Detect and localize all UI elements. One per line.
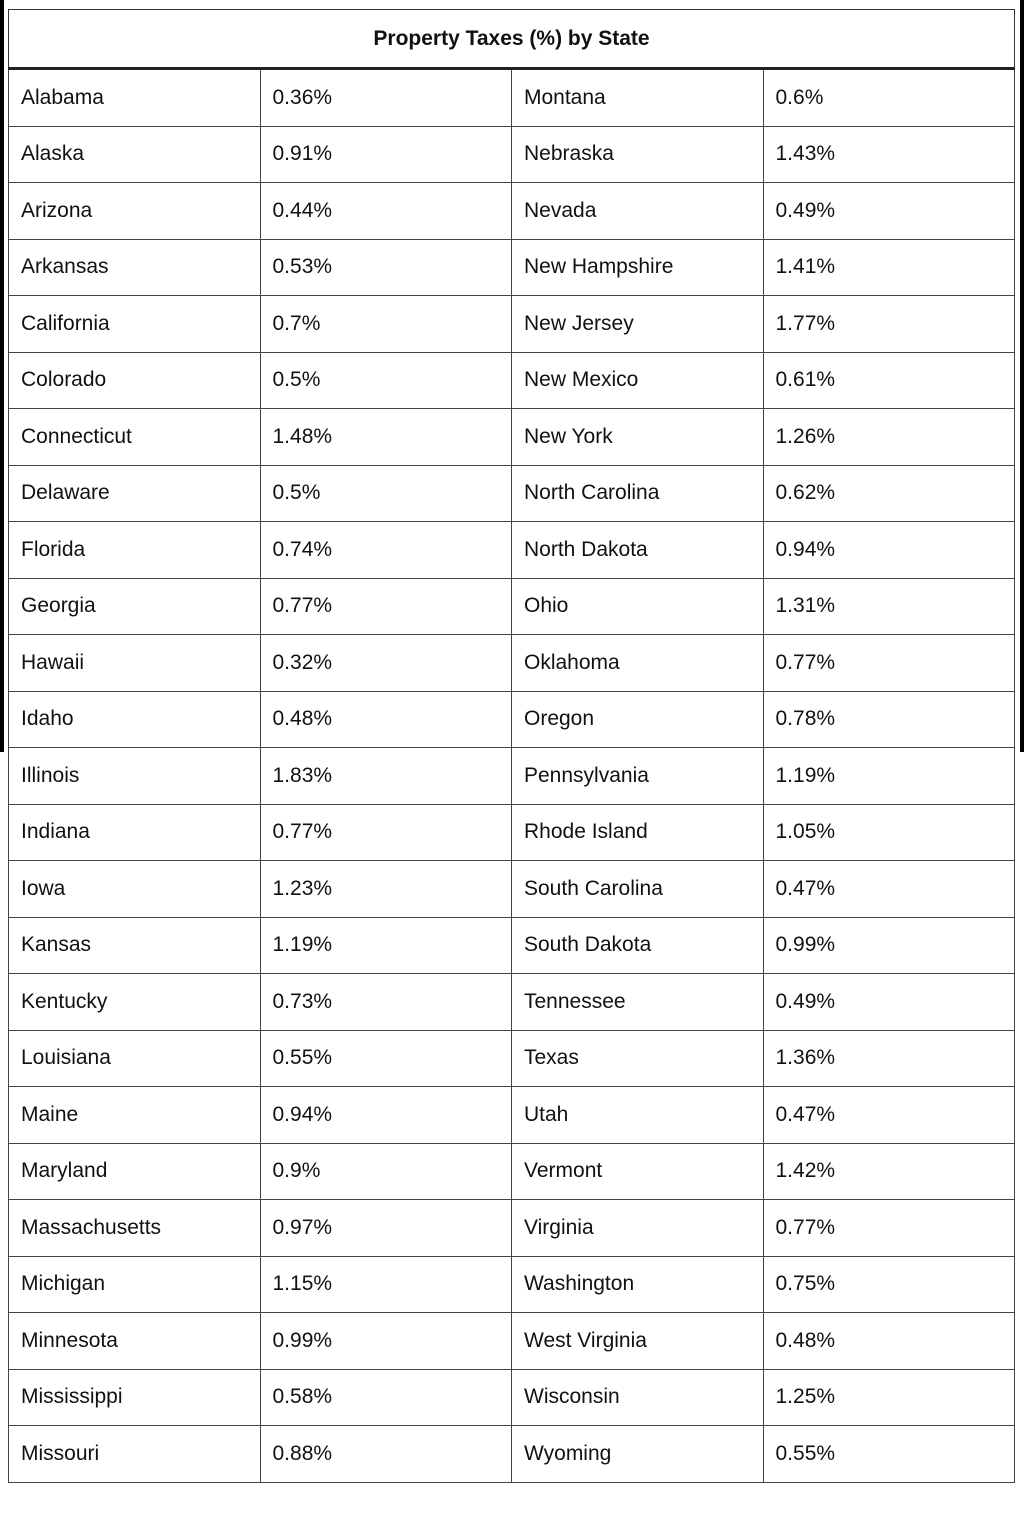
state-name-cell: Montana bbox=[512, 69, 764, 127]
state-name-cell: Washington bbox=[512, 1256, 764, 1313]
state-name-cell: North Carolina bbox=[512, 465, 764, 522]
table-row bbox=[9, 804, 1015, 861]
tax-rate-cell: 1.05% bbox=[763, 804, 1015, 861]
tax-rate-cell: 0.77% bbox=[260, 804, 512, 861]
state-name-cell: Nebraska bbox=[512, 126, 764, 183]
state-name-cell: New Mexico bbox=[512, 352, 764, 409]
tax-rate-cell: 0.77% bbox=[763, 1200, 1015, 1257]
tax-rate-cell: 1.15% bbox=[260, 1256, 512, 1313]
tax-rate-cell: 0.7% bbox=[260, 296, 512, 353]
table-row bbox=[9, 578, 1015, 635]
tax-rate-cell: 1.19% bbox=[260, 917, 512, 974]
table-row bbox=[9, 522, 1015, 579]
property-tax-table-container bbox=[8, 9, 1015, 1483]
tax-rate-cell: 0.77% bbox=[763, 635, 1015, 692]
state-name-cell: Iowa bbox=[9, 861, 261, 918]
tax-rate-cell: 0.48% bbox=[763, 1313, 1015, 1370]
state-name-cell: Alaska bbox=[9, 126, 261, 183]
state-name-cell: Alabama bbox=[9, 69, 261, 127]
tax-rate-cell: 0.94% bbox=[763, 522, 1015, 579]
tax-rate-cell: 0.49% bbox=[763, 974, 1015, 1031]
tax-rate-cell: 0.47% bbox=[763, 861, 1015, 918]
state-name-cell: Michigan bbox=[9, 1256, 261, 1313]
tax-rate-cell: 0.97% bbox=[260, 1200, 512, 1257]
right-edge-bar bbox=[1020, 0, 1024, 752]
table-row bbox=[9, 465, 1015, 522]
tax-rate-cell: 1.19% bbox=[763, 748, 1015, 805]
table-row bbox=[9, 974, 1015, 1031]
table-row bbox=[9, 409, 1015, 466]
tax-rate-cell: 0.91% bbox=[260, 126, 512, 183]
table-row bbox=[9, 1313, 1015, 1370]
tax-rate-cell: 1.48% bbox=[260, 409, 512, 466]
state-name-cell: Illinois bbox=[9, 748, 261, 805]
table-row bbox=[9, 1143, 1015, 1200]
table-title: Property Taxes (%) by State bbox=[9, 10, 1015, 69]
state-name-cell: Maine bbox=[9, 1087, 261, 1144]
tax-rate-cell: 0.47% bbox=[763, 1087, 1015, 1144]
table-row bbox=[9, 1426, 1015, 1483]
tax-rate-cell: 0.73% bbox=[260, 974, 512, 1031]
state-name-cell: Mississippi bbox=[9, 1369, 261, 1426]
state-name-cell: Vermont bbox=[512, 1143, 764, 1200]
state-name-cell: Texas bbox=[512, 1030, 764, 1087]
state-name-cell: Kentucky bbox=[9, 974, 261, 1031]
state-name-cell: Wyoming bbox=[512, 1426, 764, 1483]
table-row bbox=[9, 1200, 1015, 1257]
tax-rate-cell: 0.55% bbox=[763, 1426, 1015, 1483]
tax-rate-cell: 1.25% bbox=[763, 1369, 1015, 1426]
tax-rate-cell: 0.32% bbox=[260, 635, 512, 692]
table-row bbox=[9, 1256, 1015, 1313]
tax-rate-cell: 0.58% bbox=[260, 1369, 512, 1426]
table-row bbox=[9, 183, 1015, 240]
tax-rate-cell: 0.99% bbox=[260, 1313, 512, 1370]
state-name-cell: Utah bbox=[512, 1087, 764, 1144]
tax-rate-cell: 1.77% bbox=[763, 296, 1015, 353]
state-name-cell: South Dakota bbox=[512, 917, 764, 974]
state-name-cell: New York bbox=[512, 409, 764, 466]
state-name-cell: Rhode Island bbox=[512, 804, 764, 861]
tax-rate-cell: 0.9% bbox=[260, 1143, 512, 1200]
tax-rate-cell: 1.41% bbox=[763, 239, 1015, 296]
tax-rate-cell: 0.77% bbox=[260, 578, 512, 635]
table-row bbox=[9, 296, 1015, 353]
state-name-cell: Idaho bbox=[9, 691, 261, 748]
state-name-cell: West Virginia bbox=[512, 1313, 764, 1370]
tax-rate-cell: 1.26% bbox=[763, 409, 1015, 466]
state-name-cell: Oregon bbox=[512, 691, 764, 748]
tax-rate-cell: 0.99% bbox=[763, 917, 1015, 974]
table-row bbox=[9, 352, 1015, 409]
state-name-cell: Ohio bbox=[512, 578, 764, 635]
tax-rate-cell: 0.88% bbox=[260, 1426, 512, 1483]
state-name-cell: Tennessee bbox=[512, 974, 764, 1031]
tax-rate-cell: 0.49% bbox=[763, 183, 1015, 240]
state-name-cell: Arkansas bbox=[9, 239, 261, 296]
tax-rate-cell: 0.75% bbox=[763, 1256, 1015, 1313]
table-row bbox=[9, 239, 1015, 296]
left-edge-bar bbox=[0, 0, 4, 752]
table-row bbox=[9, 917, 1015, 974]
table-row bbox=[9, 1369, 1015, 1426]
table-row bbox=[9, 69, 1015, 127]
table-title-row bbox=[9, 10, 1015, 69]
state-name-cell: Massachusetts bbox=[9, 1200, 261, 1257]
state-name-cell: Hawaii bbox=[9, 635, 261, 692]
state-name-cell: Arizona bbox=[9, 183, 261, 240]
tax-rate-cell: 0.44% bbox=[260, 183, 512, 240]
tax-rate-cell: 1.23% bbox=[260, 861, 512, 918]
tax-rate-cell: 1.43% bbox=[763, 126, 1015, 183]
state-name-cell: Louisiana bbox=[9, 1030, 261, 1087]
state-name-cell: North Dakota bbox=[512, 522, 764, 579]
state-name-cell: New Hampshire bbox=[512, 239, 764, 296]
state-name-cell: Florida bbox=[9, 522, 261, 579]
tax-rate-cell: 0.5% bbox=[260, 352, 512, 409]
tax-rate-cell: 1.31% bbox=[763, 578, 1015, 635]
state-name-cell: Kansas bbox=[9, 917, 261, 974]
state-name-cell: Wisconsin bbox=[512, 1369, 764, 1426]
state-name-cell: New Jersey bbox=[512, 296, 764, 353]
tax-rate-cell: 0.53% bbox=[260, 239, 512, 296]
state-name-cell: Georgia bbox=[9, 578, 261, 635]
table-row bbox=[9, 1087, 1015, 1144]
property-tax-table bbox=[8, 9, 1015, 1483]
table-row bbox=[9, 748, 1015, 805]
state-name-cell: California bbox=[9, 296, 261, 353]
tax-rate-cell: 1.36% bbox=[763, 1030, 1015, 1087]
table-row bbox=[9, 635, 1015, 692]
state-name-cell: Missouri bbox=[9, 1426, 261, 1483]
tax-rate-cell: 1.42% bbox=[763, 1143, 1015, 1200]
table-row bbox=[9, 126, 1015, 183]
tax-rate-cell: 0.48% bbox=[260, 691, 512, 748]
tax-rate-cell: 0.36% bbox=[260, 69, 512, 127]
tax-rate-cell: 1.83% bbox=[260, 748, 512, 805]
state-name-cell: Minnesota bbox=[9, 1313, 261, 1370]
table-row bbox=[9, 861, 1015, 918]
tax-rate-cell: 0.62% bbox=[763, 465, 1015, 522]
state-name-cell: Pennsylvania bbox=[512, 748, 764, 805]
tax-rate-cell: 0.94% bbox=[260, 1087, 512, 1144]
state-name-cell: Connecticut bbox=[9, 409, 261, 466]
tax-rate-cell: 0.6% bbox=[763, 69, 1015, 127]
state-name-cell: Indiana bbox=[9, 804, 261, 861]
state-name-cell: Delaware bbox=[9, 465, 261, 522]
state-name-cell: Nevada bbox=[512, 183, 764, 240]
state-name-cell: South Carolina bbox=[512, 861, 764, 918]
state-name-cell: Virginia bbox=[512, 1200, 764, 1257]
tax-rate-cell: 0.74% bbox=[260, 522, 512, 579]
tax-rate-cell: 0.5% bbox=[260, 465, 512, 522]
tax-rate-cell: 0.61% bbox=[763, 352, 1015, 409]
tax-rate-cell: 0.78% bbox=[763, 691, 1015, 748]
state-name-cell: Maryland bbox=[9, 1143, 261, 1200]
tax-rate-cell: 0.55% bbox=[260, 1030, 512, 1087]
state-name-cell: Colorado bbox=[9, 352, 261, 409]
table-row bbox=[9, 691, 1015, 748]
state-name-cell: Oklahoma bbox=[512, 635, 764, 692]
table-body bbox=[9, 69, 1015, 1483]
table-row bbox=[9, 1030, 1015, 1087]
